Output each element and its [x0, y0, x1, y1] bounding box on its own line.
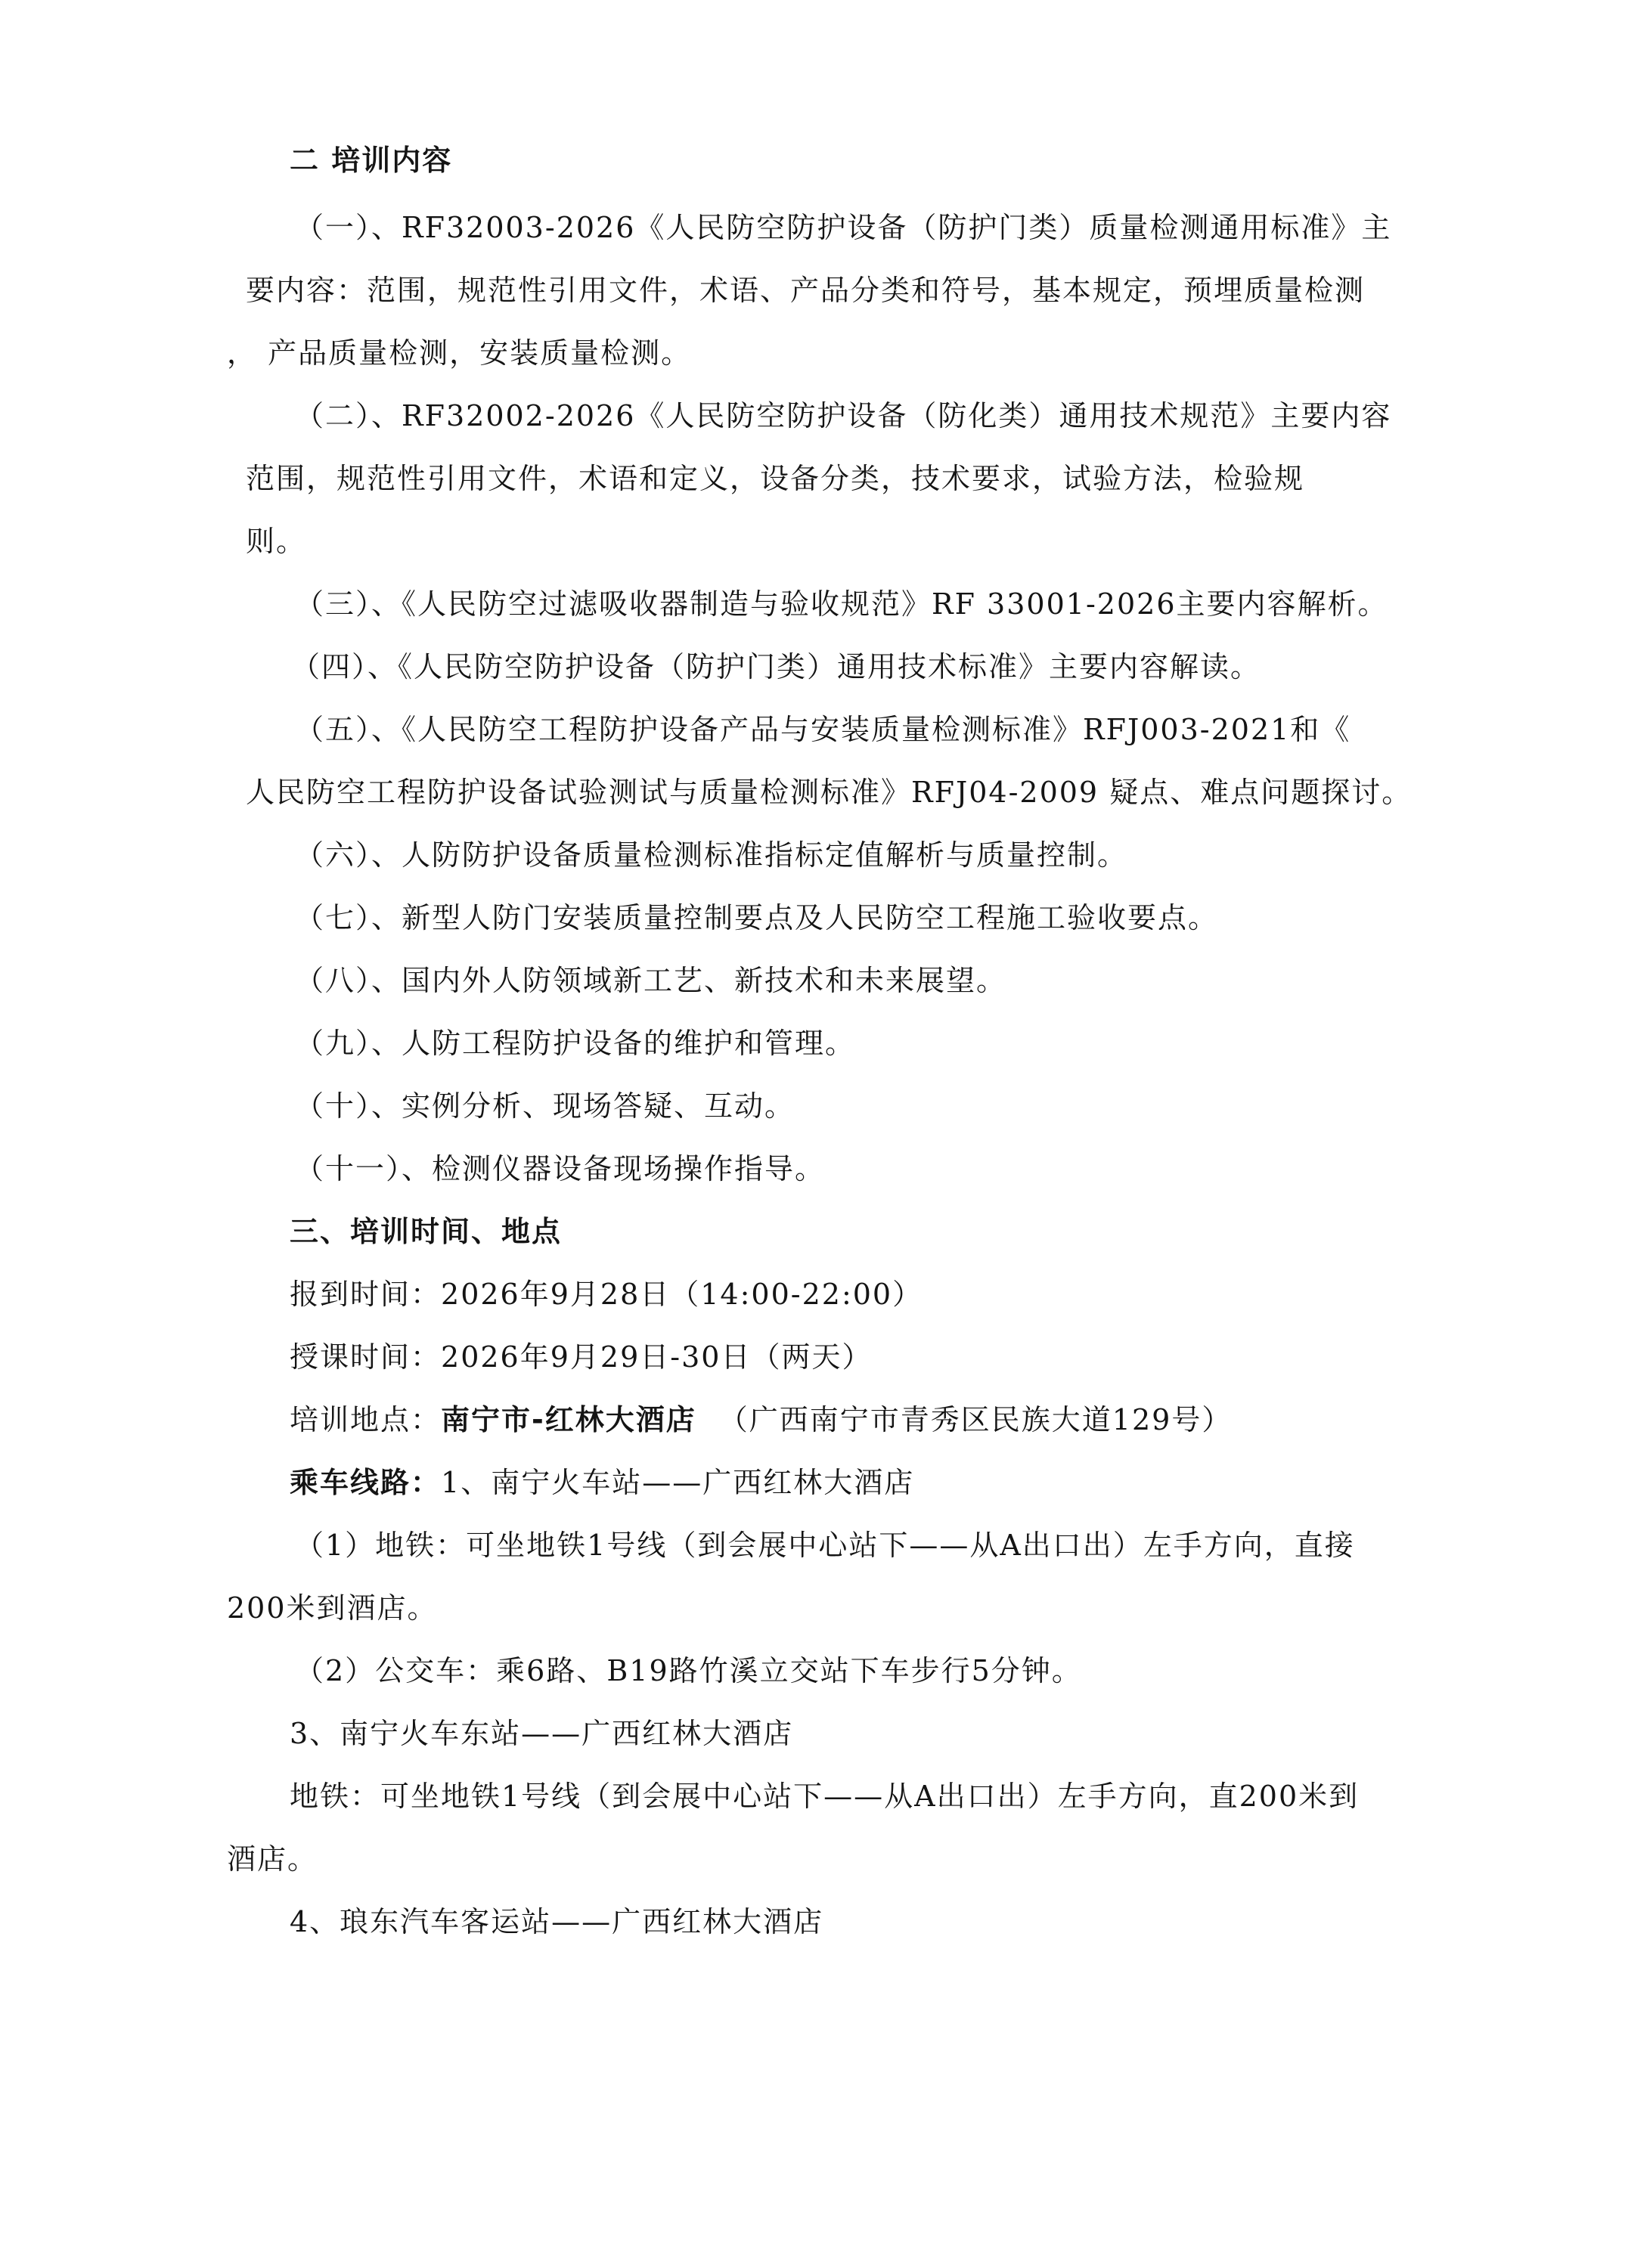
- training-item-1-line-1: （一）、RF32003-2026《人民防空防护设备（防护门类）质量检测通用标准》主: [295, 211, 1392, 244]
- training-item-9: （九）、人防工程防护设备的维护和管理。: [295, 1027, 856, 1060]
- training-item-6: （六）、人防防护设备质量检测标准指标定值解析与质量控制。: [295, 838, 1128, 872]
- class-time-value: 2026年9月29日-30日（两天）: [441, 1340, 873, 1374]
- training-item-7: （七）、新型人防门安装质量控制要点及人民防空工程施工验收要点。: [295, 901, 1219, 934]
- training-item-8: （八）、国内外人防领域新工艺、新技术和未来展望。: [295, 964, 1007, 997]
- training-item-4: （四）、《人民防空防护设备（防护门类）通用技术标准》主要内容解读。: [291, 650, 1261, 683]
- training-item-2-line-2: 范围，规范性引用文件，术语和定义，设备分类，技术要求，试验方法，检验规: [246, 462, 1305, 495]
- route-label: 乘车线路：: [290, 1466, 442, 1499]
- route-3-metro-line-2: 酒店。: [227, 1842, 318, 1876]
- route-1-bus: （2）公交车：乘6路、B19路竹溪立交站下车步行5分钟。: [295, 1654, 1082, 1687]
- route-1: [290, 1464, 914, 1501]
- venue-label: 培训地点：: [290, 1403, 442, 1436]
- route-3-title: 3、南宁火车东站——广西红林大酒店: [290, 1717, 794, 1750]
- training-item-10: （十）、实例分析、现场答疑、互动。: [295, 1089, 795, 1123]
- class-time-label: 授课时间：: [290, 1340, 442, 1374]
- training-item-5-line-2: 人民防空工程防护设备试验测试与质量检测标准》RFJ04-2009 疑点、难点问题探讨。: [246, 776, 1413, 809]
- section-2-heading: 二 培训内容: [290, 144, 453, 177]
- route-1-metro-line-2: 200米到酒店。: [227, 1591, 438, 1625]
- route-3-metro-line-1: 地铁：可坐地铁1号线（到会展中心站下——从A出口出）左手方向，直200米到: [290, 1780, 1360, 1813]
- route-1-title: 1、南宁火车站——广西红林大酒店: [441, 1466, 915, 1499]
- training-item-2-line-1: （二）、RF32002-2026《人民防空防护设备（防化类）通用技术规范》主要内容: [295, 399, 1392, 432]
- training-item-2-line-3: 则。: [246, 525, 307, 558]
- report-time-label: 报到时间：: [290, 1278, 442, 1311]
- training-item-1-line-2: 要内容：范围，规范性引用文件，术语、产品分类和符号，基本规定，预埋质量检测: [246, 274, 1366, 307]
- venue-address: （广西南宁市青秀区民族大道129号）: [718, 1403, 1233, 1436]
- training-item-5-line-1: （五）、《人民防空工程防护设备产品与安装质量检测标准》RFJ003-2021和《: [295, 713, 1351, 746]
- route-4-title: 4、琅东汽车客运站——广西红林大酒店: [290, 1905, 824, 1938]
- report-time-value: 2026年9月28日（14:00-22:00）: [441, 1278, 923, 1311]
- venue-name: 南宁市-红林大酒店: [441, 1403, 696, 1436]
- training-item-3: （三）、《人民防空过滤吸收器制造与验收规范》RF 33001-2026主要内容解析。: [295, 587, 1388, 621]
- training-item-11: （十一）、检测仪器设备现场操作指导。: [295, 1152, 826, 1185]
- class-time: [290, 1339, 872, 1375]
- training-item-1-line-3: ， 产品质量检测，安装质量检测。: [227, 336, 692, 370]
- route-1-metro-line-1: （1）地铁：可坐地铁1号线（到会展中心站下——从A出口出）左手方向，直接: [295, 1529, 1355, 1562]
- section-3-heading: 三、培训时间、地点: [290, 1215, 563, 1248]
- training-venue: [290, 1402, 1232, 1438]
- report-time: [290, 1276, 923, 1312]
